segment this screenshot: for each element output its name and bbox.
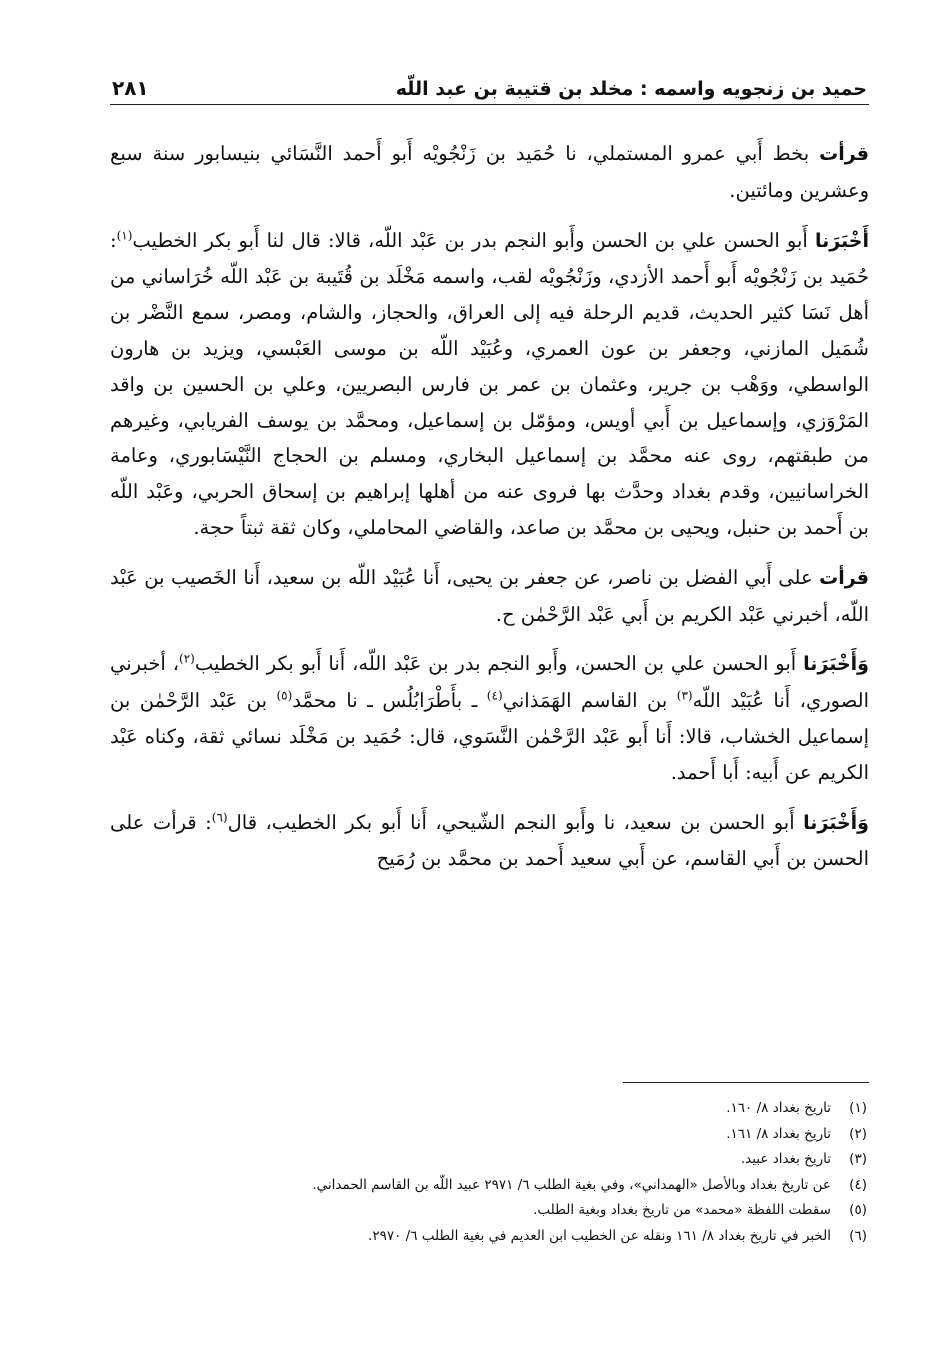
footnote bbox=[110, 1224, 867, 1250]
paragraph-3 bbox=[110, 560, 869, 633]
footnote bbox=[110, 1122, 867, 1148]
footnote-ref[interactable]: (٢) bbox=[179, 651, 195, 666]
footnote-ref[interactable]: (٦) bbox=[211, 810, 228, 825]
paragraph-4 bbox=[110, 646, 869, 790]
paragraph-5 bbox=[110, 805, 869, 878]
footnote-number: (٥) bbox=[849, 1202, 867, 1219]
footnote bbox=[110, 1096, 867, 1122]
paragraph-lead: قرأت bbox=[819, 566, 869, 589]
page-number: ٢٨١ bbox=[112, 76, 149, 100]
paragraph-1 bbox=[110, 136, 869, 209]
running-header bbox=[112, 64, 867, 100]
footnote-rule bbox=[623, 1082, 869, 1083]
paragraph-text: : حُمَيد بن زَنْجُويْه أَبو أَحمد الأزدي، وزَنْجُويْه لقب، واسمه مَخْلَد بن قُتَيبة بن عَبْد اللّه خُرَاساني من أهل نَسَا كثير الحديث، قديم الرحلة فيه إلى العراق، والحجاز، والشام، ومصر، سمع النَّضْر بن شُمَيل المازني، وجعفر بن عون العمري، وعُبَيْد اللّه بن موسى العَبْسي، ويزيد بن هارون الواسطي، ووَهْب بن جرير، وعثمان بن عمر بن فارس البصريين، وعلي بن الحسين بن واقد المَرْوَزي، وإسماعيل بن أَبي أويس، ومؤمّل بن إسماعيل، ومحمَّد بن يوسف الفريابي، وغيرهم من طبقتهم، روى عنه محمَّد بن إسماعيل البخاري، ومسلم بن الحجاج النَّيْسَابوري، وعامة الخراسانيين، وقدم بغداد وحدَّث بها فروى عنه من أهلها إبراهيم بن إسحاق الحربي، وعَبْد اللّه بن أَحمد بن حنبل، ويحيى بن محمَّد بن صاعد، والقاضي المحاملي، وكان ثقة ثبتاً حجة. bbox=[110, 228, 869, 539]
paragraph-lead: أَخْبَرَنا bbox=[814, 229, 869, 252]
footnotes bbox=[110, 1096, 867, 1250]
header-rule bbox=[110, 104, 869, 105]
paragraph-text: : قرأت على الحسن بن أَبي القاسم، عن أَبي سعيد أَحمد بن محمَّد بن رُمَيح bbox=[110, 810, 869, 871]
footnote-ref[interactable]: (٣) bbox=[676, 688, 693, 703]
footnote-text: سقطت اللفظة «محمد» من تاريخ بغداد وبغية الطلب. bbox=[533, 1202, 831, 1219]
paragraph-text: أَبو الحسن علي بن الحسن وأَبو النجم بدر بن عَبْد اللّه، قالا: قال لنا أَبو بكر الخطيب bbox=[132, 228, 808, 252]
paragraph-text: أَبو الحسن بن سعيد، نا وأَبو النجم الشّيحي، أَنا أَبو بكر الخطيب، قال bbox=[227, 810, 795, 834]
footnote-ref[interactable]: (٤) bbox=[486, 688, 503, 703]
footnote-ref[interactable]: (١) bbox=[116, 228, 133, 243]
footnote-number: (٣) bbox=[849, 1151, 867, 1168]
paragraph-text: بخط أَبي عمرو المستملي، نا حُمَيد بن زَنْجُويْه أَبو أَحمد النَّسَائي بنيسابور سنة سبع وعشرين ومائتين. bbox=[110, 142, 869, 202]
paragraph-text: بن عَبْد الرَّحْمٰن بن إسماعيل الخشاب، قالا: أَنا أَبو عَبْد الرَّحْمٰن النَّسَوي، قال: حُمَيد بن مَخْلَد نسائي ثقة، وكناه عَبْد الكريم عن أَبيه: أَبا أَحمد. bbox=[110, 689, 869, 784]
footnote-ref[interactable]: (٥) bbox=[276, 688, 293, 703]
footnote-number: (٦) bbox=[849, 1227, 867, 1244]
paragraph-text: على أَبي الفضل بن ناصر، عن جعفر بن يحيى، أَنا عُبَيْد اللّه بن سعيد، أَنا الخَصيب بن عَبْد اللّه، أخبرني عَبْد الكريم بن أَبي عَبْد الرَّحْمٰن ح. bbox=[110, 565, 869, 626]
paragraph-text: أَبو الحسن علي بن الحسن، وأَبو النجم بدر بن عَبْد اللّه، أَنا أَبو بكر الخطيب bbox=[194, 652, 797, 676]
footnote bbox=[110, 1198, 867, 1224]
paragraph-text: بن القاسم الهَمَذاني bbox=[502, 689, 677, 713]
paragraph-text: ، أخبرني الصوري، أَنا عُبَيْد اللّه bbox=[110, 652, 869, 713]
paragraph-text: ـ بأَطْرَابُلُس ـ نا محمَّد bbox=[292, 689, 487, 713]
paragraph-lead: وَأَخْبَرَنا bbox=[803, 653, 869, 676]
footnote-number: (٢) bbox=[849, 1125, 867, 1142]
footnote-text: الخبر في تاريخ بغداد ٨/ ١٦١ ونقله عن الخطيب ابن العديم في بغية الطلب ٦/ ٢٩٧٠. bbox=[368, 1227, 831, 1244]
running-title: حميد بن زنجويه واسمه : مخلد بن قتيبة بن عبد اللّه bbox=[395, 78, 867, 100]
paragraph-2 bbox=[110, 223, 869, 546]
footnote bbox=[110, 1173, 867, 1199]
paragraph-lead: قرأت bbox=[819, 143, 869, 165]
footnote-text: تاريخ بغداد عبيد. bbox=[740, 1151, 831, 1168]
footnote-text: عن تاريخ بغداد وبالأصل «الهمداني»، وفي بغية الطلب ٦/ ٢٩٧١ عبيد اللّه بن القاسم الحمداني. bbox=[312, 1176, 831, 1193]
footnote-text: تاريخ بغداد ٨/ ١٦٠. bbox=[726, 1100, 831, 1116]
main-text bbox=[110, 136, 869, 891]
footnote bbox=[110, 1147, 867, 1173]
footnote-text: تاريخ بغداد ٨/ ١٦١. bbox=[726, 1125, 831, 1142]
paragraph-lead: وَأَخْبَرَنا bbox=[803, 811, 869, 834]
footnote-number: (٤) bbox=[849, 1176, 867, 1193]
footnote-number: (١) bbox=[849, 1100, 867, 1116]
